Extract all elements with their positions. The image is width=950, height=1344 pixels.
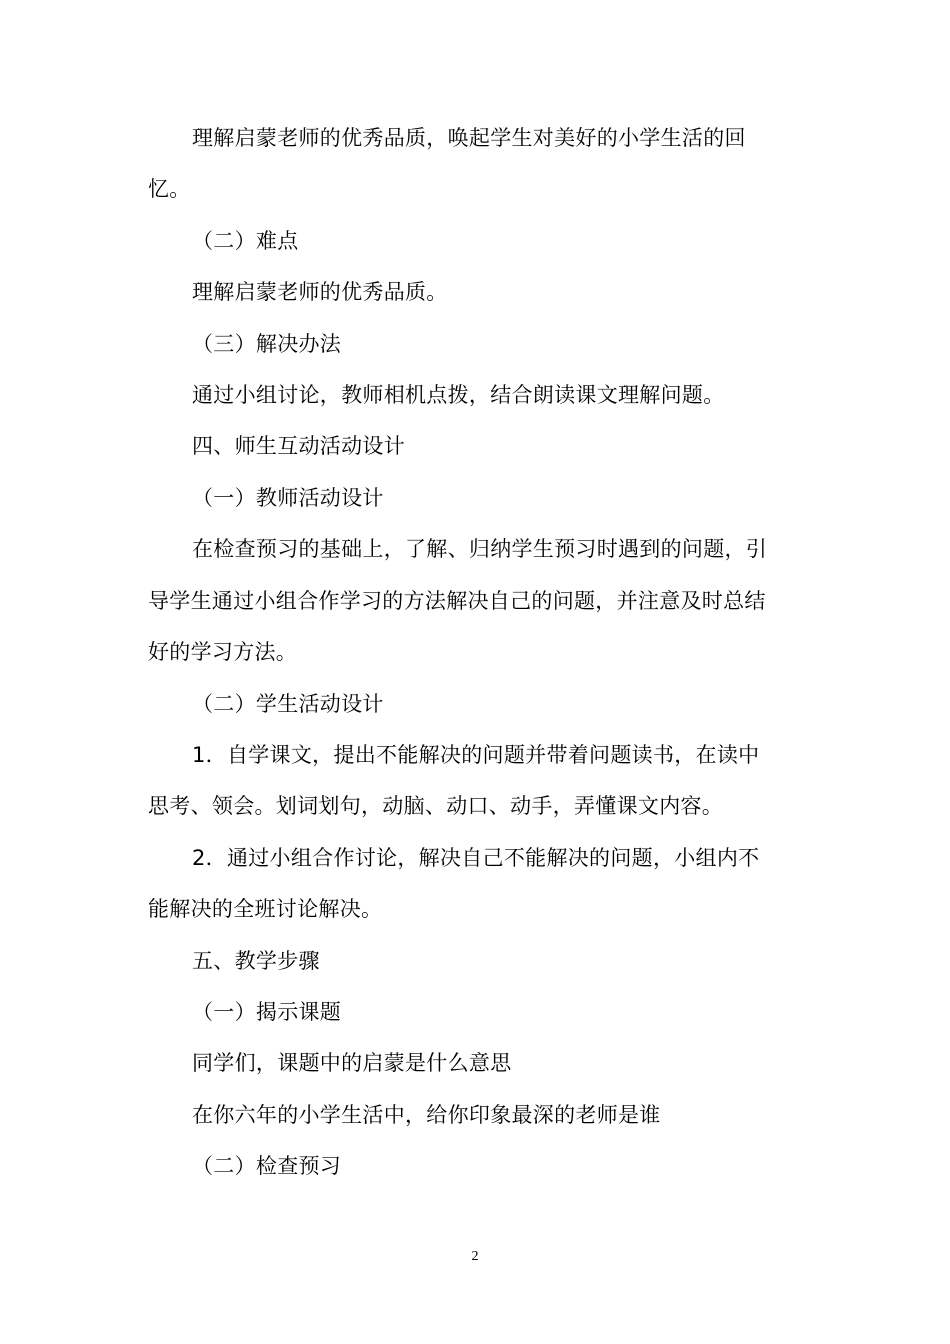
section-heading: （一）教师活动设计 — [192, 486, 384, 510]
list-item-line: 1．自学课文，提出不能解决的问题并带着问题读书，在读中 — [192, 743, 760, 767]
section-heading: （一）揭示课题 — [192, 1000, 342, 1024]
paragraph-line: 忆。 — [148, 177, 191, 201]
paragraph-line: 在检查预习的基础上，了解、归纳学生预习时遇到的问题，引 — [192, 537, 768, 561]
chapter-heading: 五、教学步骤 — [192, 949, 320, 973]
page-number: 2 — [471, 1249, 479, 1264]
paragraph-line: 导学生通过小组合作学习的方法解决自己的问题，并注意及时总结 — [148, 589, 766, 613]
paragraph-line: 理解启蒙老师的优秀品质。 — [192, 280, 448, 304]
section-heading: （二）学生活动设计 — [192, 692, 384, 716]
paragraph-line: 好的学习方法。 — [148, 640, 298, 664]
paragraph-line: 理解启蒙老师的优秀品质，唤起学生对美好的小学生活的回 — [192, 126, 746, 150]
paragraph-line: 在你六年的小学生活中，给你印象最深的老师是谁 — [192, 1103, 661, 1127]
list-item-line: 能解决的全班讨论解决。 — [148, 897, 383, 921]
paragraph-line: 通过小组讨论，教师相机点拨，结合朗读课文理解问题。 — [192, 383, 725, 407]
chapter-heading: 四、师生互动活动设计 — [192, 434, 405, 458]
paragraph-line: 同学们，课题中的启蒙是什么意思 — [192, 1051, 512, 1075]
list-item-line: 思考、领会。划词划句，动脑、动口、动手，弄懂课文内容。 — [148, 794, 724, 818]
list-item-line: 2．通过小组合作讨论，解决自己不能解决的问题，小组内不 — [192, 846, 760, 870]
section-heading: （二）难点 — [192, 229, 299, 253]
section-heading: （二）检查预习 — [192, 1154, 342, 1178]
section-heading: （三）解决办法 — [192, 332, 342, 356]
